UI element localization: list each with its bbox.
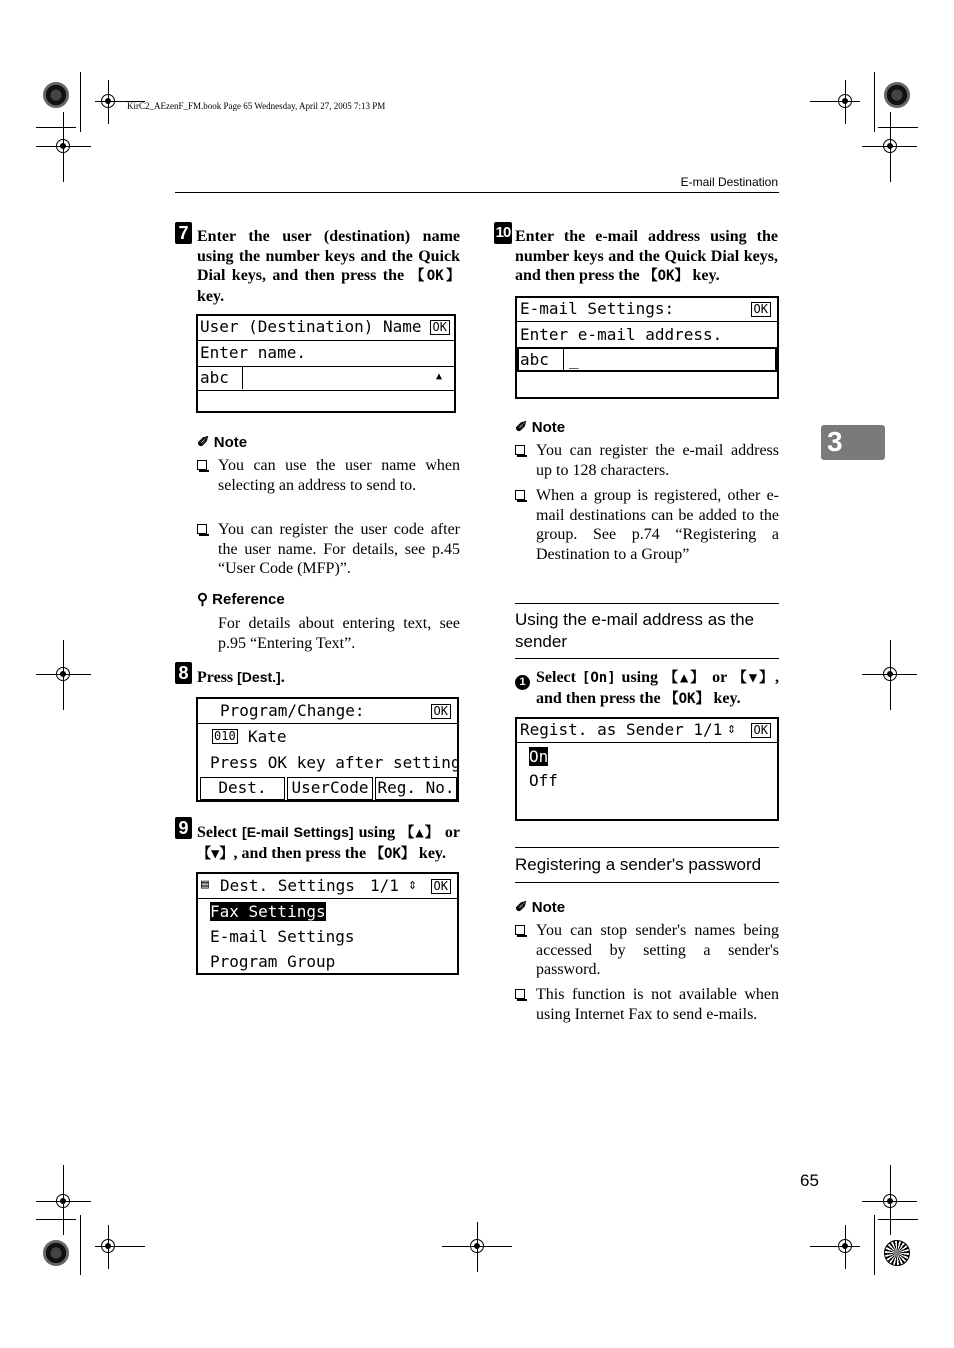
up-arrow-key-label: 【▲】 bbox=[400, 825, 440, 841]
ok-icon: OK bbox=[430, 320, 450, 335]
reference-text: For details about entering text, see p.95 “Entering Text”. bbox=[218, 615, 460, 652]
crosshair-icon bbox=[883, 139, 897, 153]
registration-disc-icon bbox=[43, 1240, 69, 1266]
lcd-title: User (Destination) Name bbox=[200, 317, 422, 336]
lcd-email-settings bbox=[515, 296, 779, 399]
note-item: This function is not available when using Internet Fax to send e-mails. bbox=[515, 985, 779, 1024]
step7-instruction: Enter the user (destination) name using the number keys and the Quick Dial keys, and then press the 【OK】 key. bbox=[197, 228, 460, 305]
softkey-reg-no[interactable]: Reg. No. bbox=[375, 777, 457, 800]
ok-icon: OK bbox=[751, 302, 771, 317]
step-number: 9 bbox=[175, 817, 192, 839]
crosshair-icon bbox=[883, 667, 897, 681]
menu-icon: ▤ bbox=[201, 877, 209, 892]
note-item: You can stop sender's names being accessed by setting a sender's password. bbox=[515, 921, 779, 980]
ok-key-label: 【OK】 bbox=[664, 690, 710, 707]
section-rule bbox=[515, 603, 779, 604]
text-cursor: _ bbox=[569, 350, 579, 369]
reference-heading: ⚲ Reference bbox=[197, 591, 285, 608]
note-heading: ✐ Note bbox=[197, 434, 248, 451]
email-input-field[interactable] bbox=[517, 347, 777, 372]
crosshair-icon bbox=[56, 667, 70, 681]
softkey-dest[interactable]: Dest. bbox=[200, 777, 285, 800]
page-indicator: 1/1 bbox=[370, 876, 399, 895]
step-number: 10 bbox=[494, 222, 512, 244]
section-rule bbox=[515, 882, 779, 883]
crosshair-icon bbox=[838, 94, 852, 108]
menu-item-email-settings[interactable]: E-mail Settings bbox=[210, 927, 355, 946]
note-item: When a group is registered, other e-mail destinations can be added to the group. See p.74 “Registering a Destination to a Group” bbox=[515, 486, 779, 564]
section-rule bbox=[515, 658, 779, 659]
crosshair-icon bbox=[101, 94, 115, 108]
down-arrow-key-label: 【▼】 bbox=[732, 670, 775, 686]
section-title-sender: Using the e-mail address as the sender bbox=[515, 610, 755, 651]
lcd-title: Program/Change: bbox=[220, 701, 365, 720]
registration-disc-icon bbox=[884, 82, 910, 108]
option-off[interactable]: Off bbox=[529, 771, 558, 790]
down-arrow-key-label: 【▼】 bbox=[197, 845, 234, 862]
scroll-up-icon: ▲ bbox=[435, 371, 442, 382]
registration-disc-icon bbox=[43, 82, 69, 108]
entry-name: Kate bbox=[248, 727, 287, 746]
crosshair-icon bbox=[883, 1194, 897, 1208]
note-item: You can use the user name when selecting an address to send to. bbox=[197, 456, 460, 495]
step10-instruction: Enter the e-mail address using the number keys and the Quick Dial keys, and then press the 【OK】 key. bbox=[515, 228, 778, 284]
step8-instruction: Press [Dest.]. bbox=[197, 669, 285, 686]
email-settings-key-label: [E-mail Settings] bbox=[242, 824, 354, 840]
crosshair-icon bbox=[838, 1239, 852, 1253]
section-title-password: Registering a sender's password bbox=[515, 855, 762, 874]
section-rule bbox=[515, 847, 779, 848]
input-mode: abc bbox=[520, 350, 549, 369]
menu-item-fax-settings[interactable]: Fax Settings bbox=[210, 902, 326, 921]
entry-number: 010 bbox=[214, 729, 236, 743]
softkey-usercode[interactable]: UserCode bbox=[287, 777, 373, 800]
on-key-label: [On] bbox=[581, 670, 616, 686]
lcd-user-name bbox=[196, 314, 456, 413]
step9-instruction: Select [E-mail Settings] using 【▲】 or 【▼】, and then press the 【OK】 key. bbox=[197, 824, 460, 862]
up-down-icon: ⇕ bbox=[727, 719, 737, 737]
crosshair-icon bbox=[101, 1239, 115, 1253]
ok-icon: OK bbox=[431, 704, 451, 719]
lcd-program-change bbox=[196, 697, 459, 802]
ok-key-label: 【OK】 bbox=[370, 845, 415, 862]
ok-icon: OK bbox=[431, 879, 451, 894]
header-rule bbox=[175, 192, 779, 193]
note-item: You can register the user code after the user name. For details, see p.45 “User Code (MFP)”. bbox=[197, 520, 460, 579]
lcd-title: Regist. as Sender 1/1 bbox=[520, 720, 723, 739]
dest-key-label: [Dest.] bbox=[237, 669, 281, 685]
lcd-prompt: Enter name. bbox=[200, 343, 306, 362]
lcd-instruction: Press OK key after setting bbox=[210, 753, 461, 772]
file-info: KirC2_AEzenF_FM.book Page 65 Wednesday, April 27, 2005 7:13 PM bbox=[127, 101, 386, 111]
lcd-regist-sender bbox=[515, 717, 779, 821]
input-mode: abc bbox=[200, 368, 229, 387]
sender-instruction: 1 Select [On] using 【▲】 or 【▼】, and then press the 【OK】 key. bbox=[515, 668, 779, 709]
note-heading: ✐ Note bbox=[515, 419, 566, 436]
step-bullet: 1 bbox=[515, 675, 530, 690]
up-arrow-key-label: 【▲】 bbox=[663, 670, 707, 686]
lcd-prompt: Enter e-mail address. bbox=[520, 325, 723, 344]
option-on[interactable]: On bbox=[529, 747, 549, 766]
running-title: E-mail Destination bbox=[680, 175, 778, 189]
page-number: 65 bbox=[800, 1171, 819, 1190]
ok-key-label: 【OK】 bbox=[643, 268, 689, 284]
registration-disc-icon bbox=[884, 1240, 910, 1266]
menu-item-program-group[interactable]: Program Group bbox=[210, 952, 336, 971]
ok-icon: OK bbox=[751, 723, 771, 738]
lcd-dest-settings bbox=[196, 872, 459, 975]
up-down-icon: ⇕ bbox=[408, 875, 418, 893]
lcd-title: E-mail Settings: bbox=[520, 299, 675, 318]
note-item: You can register the e-mail address up to 128 characters. bbox=[515, 441, 779, 480]
crosshair-icon bbox=[56, 1194, 70, 1208]
crosshair-icon bbox=[56, 139, 70, 153]
step-number: 8 bbox=[175, 662, 192, 684]
lcd-title: Dest. Settings bbox=[220, 876, 355, 895]
note-heading: ✐ Note bbox=[515, 899, 566, 916]
crosshair-icon bbox=[470, 1239, 484, 1253]
magnifier-icon: ⚲ bbox=[197, 591, 208, 608]
chapter-tab: 3 bbox=[821, 425, 885, 460]
step-number: 7 bbox=[175, 222, 192, 244]
ok-key-label: 【OK】 bbox=[410, 268, 460, 284]
